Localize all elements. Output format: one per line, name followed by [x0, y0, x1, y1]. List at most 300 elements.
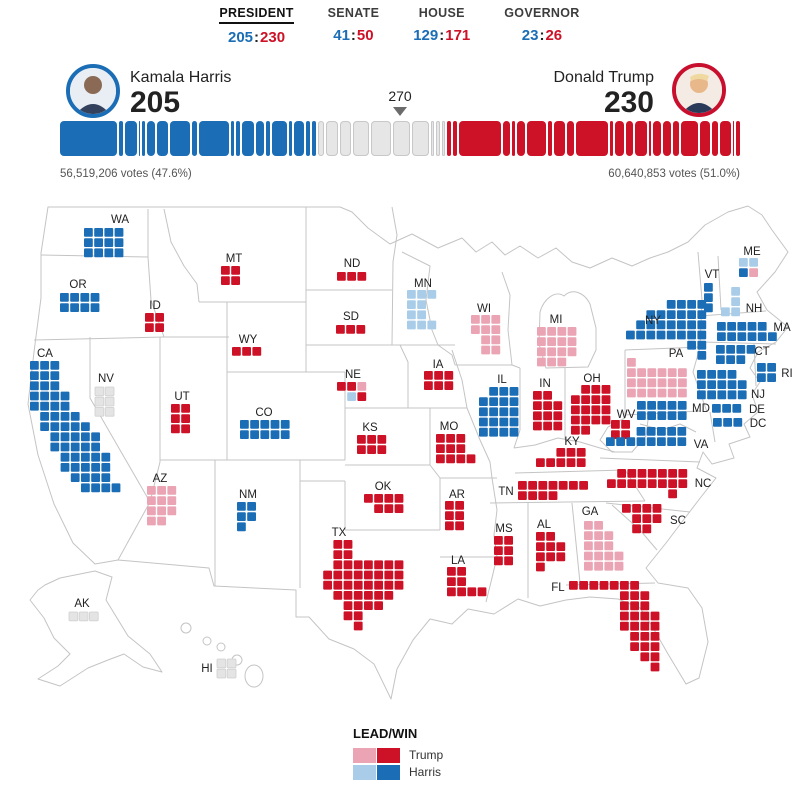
ev-bar-segment-trump[interactable]	[649, 121, 651, 156]
ev-square	[384, 504, 393, 513]
ev-bar-segment-trump[interactable]	[720, 121, 731, 156]
state-label-DC: DC	[749, 418, 767, 430]
ev-square	[616, 437, 625, 446]
ev-square	[559, 481, 568, 490]
ev-bar-segment-harris[interactable]	[139, 121, 140, 156]
ev-square	[642, 504, 651, 513]
ev-square	[621, 420, 630, 429]
state-label-NC: NC	[694, 478, 712, 490]
ev-bar-segment-undecided[interactable]	[442, 121, 445, 156]
ev-square	[444, 381, 453, 390]
ev-square	[281, 420, 290, 429]
ev-square	[447, 587, 456, 596]
ev-bar-segment-trump[interactable]	[512, 121, 515, 156]
ev-square	[543, 422, 552, 431]
ev-square	[50, 432, 59, 441]
ev-bar-segment-trump[interactable]	[503, 121, 509, 156]
ev-square	[533, 411, 542, 420]
state-label-MS: MS	[495, 523, 513, 535]
state-label-TN: TN	[498, 486, 514, 498]
colon: :	[439, 27, 445, 44]
ev-square	[648, 469, 657, 478]
electoral-vote-bar	[60, 121, 740, 156]
ev-bar-segment-harris[interactable]	[170, 121, 190, 156]
ev-bar-segment-trump[interactable]	[554, 121, 566, 156]
ev-square	[80, 293, 89, 302]
ev-square	[758, 332, 767, 341]
ev-square	[71, 453, 80, 462]
ev-square	[722, 404, 731, 413]
ev-square	[395, 494, 404, 503]
ev-square	[344, 550, 353, 559]
ev-square	[604, 562, 613, 571]
ev-square	[757, 363, 766, 372]
state-label-CA: CA	[37, 348, 53, 360]
ev-bar-segment-trump[interactable]	[615, 121, 625, 156]
ev-square	[354, 591, 363, 600]
ev-square	[668, 469, 677, 478]
tab-governor[interactable]	[504, 6, 579, 46]
legend	[353, 726, 443, 780]
ev-square	[581, 416, 590, 425]
ev-bar-segment-harris[interactable]	[157, 121, 168, 156]
race-tabs	[0, 6, 799, 46]
ev-square	[157, 496, 166, 505]
ev-bar-segment-harris[interactable]	[306, 121, 309, 156]
ev-square	[347, 392, 356, 401]
ev-square	[677, 300, 686, 309]
ev-square	[407, 290, 416, 299]
ev-bar-segment-trump[interactable]	[626, 121, 632, 156]
trump-avatar	[672, 63, 726, 117]
person-icon	[676, 67, 722, 113]
ev-square	[395, 581, 404, 590]
ev-square	[81, 473, 90, 482]
state-label-ID: ID	[149, 300, 161, 312]
ev-square	[417, 310, 426, 319]
ev-bar-segment-undecided[interactable]	[340, 121, 351, 156]
ev-bar-segment-trump[interactable]	[653, 121, 662, 156]
ev-square	[95, 407, 104, 416]
ev-square	[620, 581, 629, 590]
ev-bar-segment-harris[interactable]	[312, 121, 316, 156]
ev-square	[446, 444, 455, 453]
ev-square	[728, 390, 737, 399]
ev-square	[427, 321, 436, 330]
ev-square	[70, 293, 79, 302]
ev-square	[627, 389, 636, 398]
ev-bar-segment-trump[interactable]	[635, 121, 647, 156]
ev-square	[357, 272, 366, 281]
tab-label[interactable]: SENATE	[327, 6, 380, 20]
ev-square	[344, 560, 353, 569]
ev-square	[344, 540, 353, 549]
ev-square	[105, 387, 114, 396]
ev-square	[571, 426, 580, 435]
ev-square	[707, 370, 716, 379]
state-RI[interactable]	[757, 363, 793, 382]
ev-square	[250, 420, 259, 429]
ev-square	[50, 443, 59, 452]
ev-square	[101, 453, 110, 462]
ev-square	[70, 303, 79, 312]
ev-bar-segment-undecided[interactable]	[326, 121, 338, 156]
ev-square	[50, 402, 59, 411]
ev-square	[467, 454, 476, 463]
ev-square	[489, 387, 498, 396]
state-label-TX: TX	[331, 527, 347, 539]
ev-square	[61, 432, 70, 441]
ev-square	[737, 332, 746, 341]
ev-square	[467, 587, 476, 596]
ev-square	[377, 445, 386, 454]
ev-square	[533, 391, 542, 400]
ev-square	[95, 387, 104, 396]
ev-square	[767, 363, 776, 372]
rep-count: 26	[545, 27, 563, 44]
state-label-CT: CT	[754, 346, 770, 358]
ev-square	[491, 325, 500, 334]
ev-square	[104, 248, 113, 257]
conus-outline	[28, 206, 788, 699]
state-label-AL: AL	[536, 519, 552, 531]
ev-bar-segment-trump[interactable]	[567, 121, 573, 156]
ev-bar-segment-harris[interactable]	[266, 121, 270, 156]
ev-square	[50, 361, 59, 370]
ev-square	[640, 652, 649, 661]
ev-square	[630, 642, 639, 651]
ev-square	[537, 358, 546, 367]
state-label-ME: ME	[743, 246, 761, 258]
ev-square	[637, 411, 646, 420]
tab-senate[interactable]	[328, 6, 380, 46]
ev-bar-segment-harris[interactable]	[142, 121, 144, 156]
state-label-HI: HI	[201, 663, 213, 675]
ev-square	[237, 512, 246, 521]
ev-square	[556, 542, 565, 551]
ev-square	[445, 521, 454, 530]
ev-square	[94, 248, 103, 257]
ev-square	[384, 591, 393, 600]
ev-square	[581, 405, 590, 414]
ev-square	[697, 341, 706, 350]
ev-square	[697, 320, 706, 329]
ev-square	[227, 669, 236, 678]
ev-bar-segment-harris[interactable]	[125, 121, 138, 156]
ev-bar-segment-undecided[interactable]	[318, 121, 324, 156]
ev-square	[357, 435, 366, 444]
ev-square	[384, 581, 393, 590]
ev-square	[364, 494, 373, 503]
ev-square	[657, 401, 666, 410]
state-label-AK: AK	[74, 598, 90, 610]
ev-square	[40, 402, 49, 411]
ev-square	[731, 287, 740, 296]
ev-square	[247, 502, 256, 511]
ev-bar-segment-undecided[interactable]	[393, 121, 410, 156]
ev-square	[536, 532, 545, 541]
ev-square	[61, 453, 70, 462]
ev-square	[171, 404, 180, 413]
ev-square	[546, 552, 555, 561]
ev-square	[537, 347, 546, 356]
ev-square	[736, 355, 745, 364]
ev-square	[50, 392, 59, 401]
ev-square	[445, 511, 454, 520]
ev-square	[726, 345, 735, 354]
tab-house[interactable]	[413, 6, 470, 46]
ev-square	[581, 385, 590, 394]
ev-square	[447, 577, 456, 586]
ev-square	[687, 310, 696, 319]
ev-square	[155, 313, 164, 322]
ev-square	[620, 612, 629, 621]
trump-popular-vote: 60,640,853 votes (51.0%)	[608, 168, 740, 180]
ev-bar-segment-undecided[interactable]	[412, 121, 429, 156]
ev-bar-segment-trump[interactable]	[736, 121, 740, 156]
state-label-RI: RI	[781, 368, 793, 380]
ev-bar-segment-trump[interactable]	[527, 121, 545, 156]
ev-square	[271, 430, 280, 439]
ev-bar-segment-undecided[interactable]	[371, 121, 391, 156]
ev-square	[457, 587, 466, 596]
ev-square	[579, 581, 588, 590]
ev-square	[354, 622, 363, 631]
ev-square	[504, 536, 513, 545]
state-label-SC: SC	[670, 515, 686, 527]
ev-square	[543, 391, 552, 400]
state-label-MA: MA	[773, 322, 791, 334]
harris-avatar	[66, 64, 120, 118]
ev-square	[94, 238, 103, 247]
ev-square	[651, 612, 660, 621]
ev-bar-segment-trump[interactable]	[681, 121, 698, 156]
ev-square	[536, 563, 545, 572]
ev-bar-segment-harris[interactable]	[256, 121, 263, 156]
ev-square	[553, 401, 562, 410]
ev-bar-segment-harris[interactable]	[272, 121, 287, 156]
ev-square	[424, 371, 433, 380]
ev-square	[231, 266, 240, 275]
ev-bar-segment-trump[interactable]	[610, 121, 613, 156]
ev-square	[697, 351, 706, 360]
legend-title: LEAD/WIN	[353, 726, 418, 741]
ev-bar-segment-harris[interactable]	[294, 121, 305, 156]
ev-bar-segment-harris[interactable]	[147, 121, 156, 156]
ev-square	[30, 371, 39, 380]
ev-square	[344, 601, 353, 610]
ev-square	[651, 642, 660, 651]
ev-square	[333, 540, 342, 549]
ev-bar-segment-undecided[interactable]	[353, 121, 369, 156]
ev-bar-segment-trump[interactable]	[712, 121, 718, 156]
ev-square	[637, 427, 646, 436]
ev-square	[260, 420, 269, 429]
ev-square	[407, 321, 416, 330]
ev-square	[568, 347, 577, 356]
ev-square	[384, 571, 393, 580]
ev-square	[547, 337, 556, 346]
ev-square	[537, 327, 546, 336]
ev-square	[739, 258, 748, 267]
ev-square	[591, 416, 600, 425]
ev-square	[547, 358, 556, 367]
state-label-OR: OR	[69, 279, 87, 291]
ev-square	[707, 380, 716, 389]
ev-square	[167, 506, 176, 515]
state-label-KS: KS	[362, 422, 378, 434]
ev-square	[181, 404, 190, 413]
ev-square	[658, 469, 667, 478]
ev-bar-segment-trump[interactable]	[673, 121, 679, 156]
ev-square	[757, 373, 766, 382]
ev-square	[620, 591, 629, 600]
ev-bar-segment-harris[interactable]	[242, 121, 254, 156]
ev-square	[499, 387, 508, 396]
ev-square	[687, 320, 696, 329]
ev-square	[367, 445, 376, 454]
ev-square	[104, 238, 113, 247]
ev-square	[589, 581, 598, 590]
ev-square	[91, 443, 100, 452]
ev-square	[434, 371, 443, 380]
ev-square	[101, 483, 110, 492]
ev-bar-segment-trump[interactable]	[453, 121, 457, 156]
ev-square	[571, 416, 580, 425]
ev-square	[687, 331, 696, 340]
ev-bar-segment-trump[interactable]	[459, 121, 502, 156]
ev-bar-segment-trump[interactable]	[447, 121, 450, 156]
ev-square	[217, 669, 226, 678]
ev-square	[704, 283, 713, 292]
ev-square	[716, 355, 725, 364]
state-label-MO: MO	[439, 421, 459, 433]
ev-square	[91, 303, 100, 312]
ev-square	[630, 581, 639, 590]
ev-square	[636, 331, 645, 340]
state-HI[interactable]	[201, 659, 236, 678]
ev-square	[677, 320, 686, 329]
tab-tally	[413, 27, 470, 44]
ev-square	[489, 397, 498, 406]
ev-square	[767, 373, 776, 382]
ev-square	[518, 481, 527, 490]
ev-square	[677, 427, 686, 436]
state-label-IN: IN	[539, 378, 551, 390]
ev-bar-segment-harris[interactable]	[289, 121, 292, 156]
harris-ev-count: 205	[130, 86, 181, 119]
ev-square	[667, 310, 676, 319]
ev-square	[721, 307, 730, 316]
ev-square	[115, 228, 124, 237]
ev-square	[157, 486, 166, 495]
ev-bar-segment-harris[interactable]	[60, 121, 117, 156]
ev-square	[417, 321, 426, 330]
ev-square	[481, 325, 490, 334]
state-label-IA: IA	[432, 359, 444, 371]
ev-bar-segment-undecided[interactable]	[431, 121, 434, 156]
ev-square	[50, 381, 59, 390]
ev-square	[728, 380, 737, 389]
state-label-FL: FL	[551, 582, 565, 594]
ev-square	[658, 479, 667, 488]
ev-square	[147, 486, 156, 495]
ev-bar-segment-trump[interactable]	[663, 121, 670, 156]
harris-popular-vote: 56,519,206 votes (47.6%)	[60, 168, 192, 180]
ev-bar-segment-harris[interactable]	[119, 121, 122, 156]
ev-square	[553, 422, 562, 431]
ev-square	[481, 335, 490, 344]
ev-square	[347, 272, 356, 281]
tab-president[interactable]	[219, 6, 293, 46]
ev-bar-segment-harris[interactable]	[192, 121, 197, 156]
ev-square	[717, 332, 726, 341]
ev-square	[479, 418, 488, 427]
ev-bar-segment-harris[interactable]	[199, 121, 229, 156]
ev-square	[346, 325, 355, 334]
state-label-CO: CO	[255, 407, 273, 419]
ev-square	[81, 432, 90, 441]
tab-label[interactable]: GOVERNOR	[504, 6, 580, 20]
ev-square	[374, 591, 383, 600]
ev-square	[354, 581, 363, 590]
ev-square	[417, 300, 426, 309]
legend-row-trump	[353, 747, 443, 763]
ev-square	[687, 300, 696, 309]
ev-bar-segment-trump[interactable]	[576, 121, 608, 156]
ev-square	[723, 418, 732, 427]
ev-square	[491, 315, 500, 324]
ev-square	[347, 382, 356, 391]
ev-square	[374, 494, 383, 503]
ev-square	[504, 556, 513, 565]
ev-square	[658, 378, 667, 387]
ev-bar-segment-undecided[interactable]	[436, 121, 440, 156]
ev-square	[84, 248, 93, 257]
tab-label[interactable]: PRESIDENT	[219, 6, 293, 24]
ev-square	[581, 395, 590, 404]
ev-square	[364, 571, 373, 580]
ev-square	[333, 571, 342, 580]
ev-bar-segment-trump[interactable]	[733, 121, 734, 156]
state-label-NM: NM	[239, 489, 257, 501]
ev-square	[606, 437, 615, 446]
tab-label[interactable]: HOUSE	[418, 6, 465, 20]
ev-bar-segment-harris[interactable]	[236, 121, 240, 156]
ev-square	[89, 612, 98, 621]
ev-square	[81, 443, 90, 452]
ev-bar-segment-trump[interactable]	[700, 121, 710, 156]
ev-bar-segment-trump[interactable]	[548, 121, 552, 156]
ev-square	[337, 382, 346, 391]
ev-square	[640, 601, 649, 610]
ev-square	[499, 397, 508, 406]
ev-square	[354, 611, 363, 620]
ev-square	[374, 504, 383, 513]
ev-square	[79, 612, 88, 621]
ev-square	[395, 504, 404, 513]
ev-bar-segment-harris[interactable]	[231, 121, 234, 156]
ev-bar-segment-trump[interactable]	[517, 121, 526, 156]
ev-square	[731, 297, 740, 306]
ev-square	[651, 663, 660, 672]
ev-square	[344, 581, 353, 590]
dem-count: 23	[521, 27, 539, 44]
ev-square	[648, 479, 657, 488]
ev-square	[71, 463, 80, 472]
ev-square	[528, 491, 537, 500]
ev-square	[640, 591, 649, 600]
